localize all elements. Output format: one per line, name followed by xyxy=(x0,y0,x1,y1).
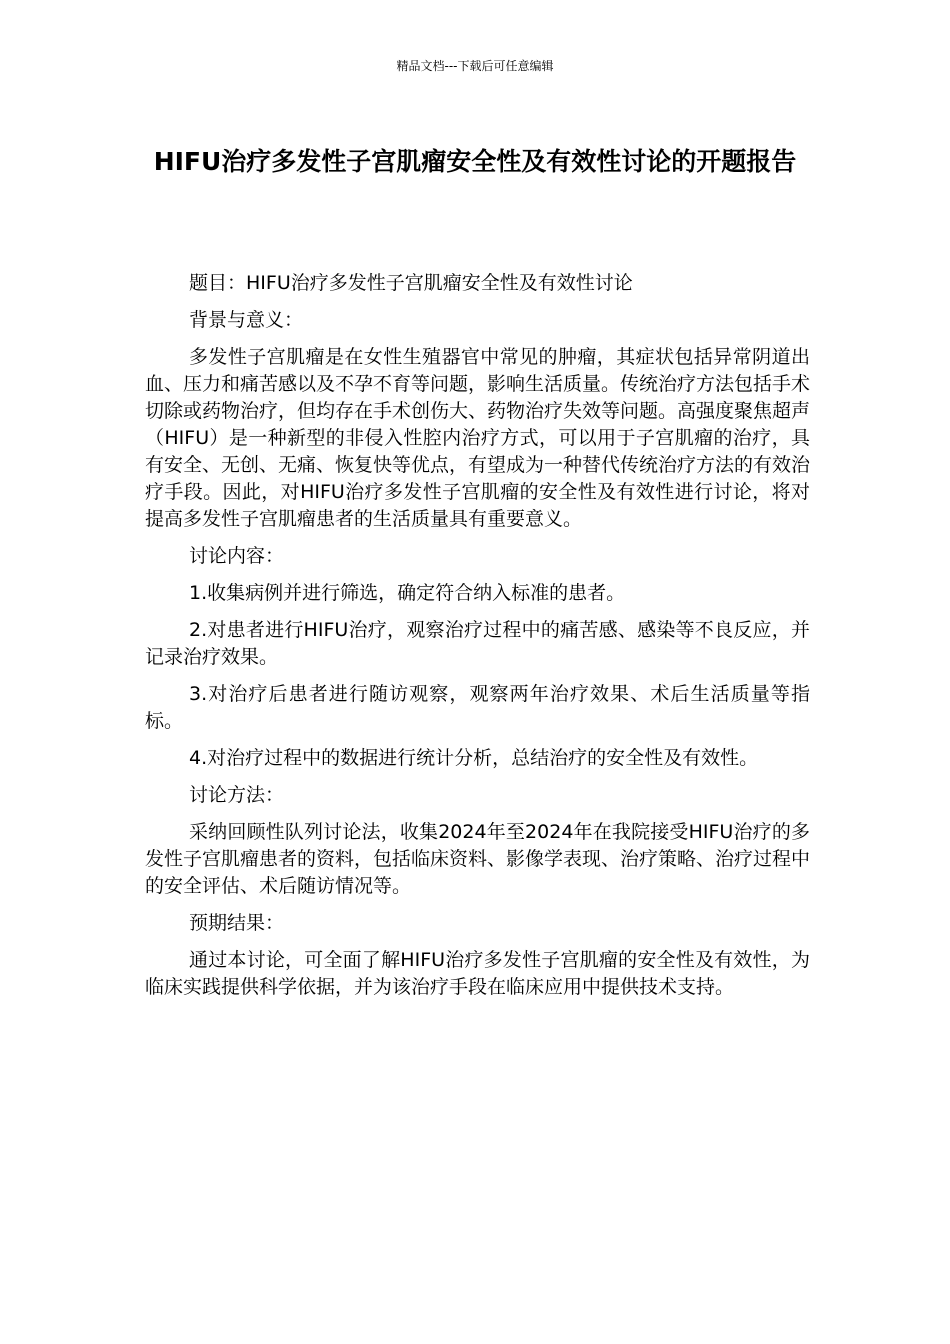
topic-line: 题目：HIFU治疗多发性子宫肌瘤安全性及有效性讨论 xyxy=(189,272,633,294)
method-paragraph: 采纳回顾性队列讨论法，收集2024年至2024年在我院接受HIFU治疗的多发性子宫肌瘤患者的资料，包括临床资料、影像学表现、治疗策略、治疗过程中的安全评估、术后随访情况等。 xyxy=(145,821,811,897)
document-title: HIFU治疗多发性子宫肌瘤安全性及有效性讨论的开题报告 xyxy=(153,147,797,176)
content-item-1: 1.收集病例并进行筛选，确定符合纳入标准的患者。 xyxy=(189,582,626,604)
section-heading-results: 预期结果： xyxy=(189,912,285,934)
content-item-3: 3.对治疗后患者进行随访观察，观察两年治疗效果、术后生活质量等指标。 xyxy=(145,683,810,732)
document-body xyxy=(145,270,810,1011)
section-heading-content: 讨论内容： xyxy=(189,545,285,567)
page-header: 精品文档---下载后可任意编辑 xyxy=(396,59,554,73)
section-heading-background: 背景与意义： xyxy=(189,309,304,331)
background-paragraph: 多发性子宫肌瘤是在女性生殖器官中常见的肿瘤，其症状包括异常阴道出血、压力和痛苦感以及不孕不育等问题，影响生活质量。传统治疗方法包括手术切除或药物治疗，但均存在手术创伤大、药物治疗失效等问题。高强度聚焦超声（HIFU）是一种新型的非侵入性腔内治疗方式，可以用于子宫肌瘤的治疗，具有安全、无创、无痛、恢复快等优点，有望成为一种替代传统治疗方法的有效治疗手段。因此，对HIFU治疗多发性子宫肌瘤的安全性及有效性进行讨论，将对提高多发性子宫肌瘤患者的生活质量具有重要意义。 xyxy=(145,346,811,530)
content-item-2: 2.对患者进行HIFU治疗，观察治疗过程中的痛苦感、感染等不良反应，并记录治疗效果。 xyxy=(145,619,810,668)
section-heading-method: 讨论方法： xyxy=(189,784,285,806)
content-item-4: 4.对治疗过程中的数据进行统计分析，总结治疗的安全性及有效性。 xyxy=(189,747,759,769)
results-paragraph: 通过本讨论，可全面了解HIFU治疗多发性子宫肌瘤的安全性及有效性，为临床实践提供科学依据，并为该治疗手段在临床应用中提供技术支持。 xyxy=(145,949,810,998)
